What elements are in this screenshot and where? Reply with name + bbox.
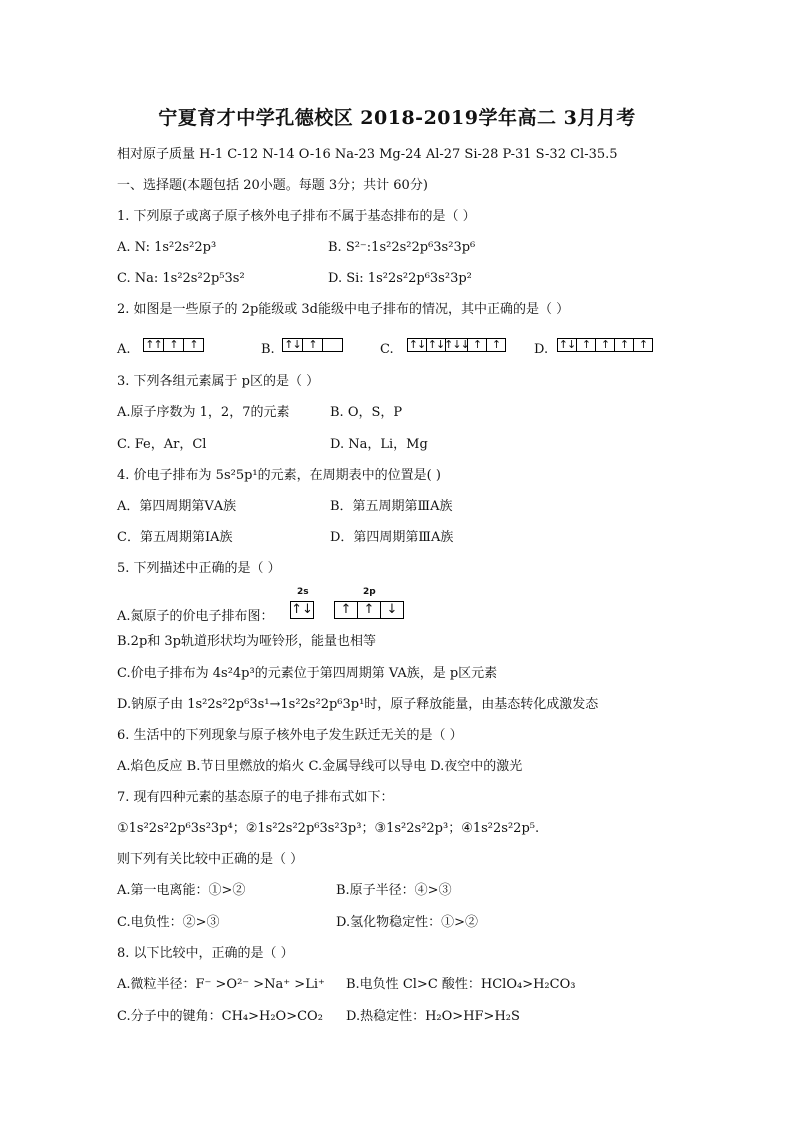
q2-option-a: A.: [117, 342, 131, 357]
q8-option-b: B.电负性 Cl>C 酸性：HClO₄>H₂CO₃: [346, 977, 576, 992]
q7-stem: 7. 现有四种元素的基态原子的电子排布式如下：: [117, 790, 394, 805]
q4-option-c: C．第五周期第ⅠA族: [117, 530, 233, 545]
q8-option-d: D.热稳定性：H₂O>HF>H₂S: [346, 1009, 520, 1024]
q6-options: A.焰色反应 B.节日里燃放的焰火 C.金属导线可以导电 D.夜空中的激光: [117, 759, 523, 774]
orbital-cell: ↑: [302, 338, 323, 352]
q4-option-b: B．第五周期第ⅢA族: [330, 499, 453, 514]
orbital-cell: ↑: [633, 338, 653, 352]
q1-option-a: A. N: 1s²2s²2p³: [117, 240, 217, 255]
q1-stem: 1. 下列原子或离子原子核外电子排布不属于基态排布的是（ ）: [117, 209, 476, 224]
q5-option-a: A.氮原子的价电子排布图：: [117, 609, 274, 624]
q8-option-a: A.微粒半径：F⁻ >O²⁻ >Na⁺ >Li⁺: [117, 977, 325, 992]
q2-option-b: B.: [261, 342, 275, 357]
q3-stem: 3. 下列各组元素属于 p区的是（ ）: [117, 374, 320, 389]
q7-option-c: C.电负性：②>③: [117, 915, 220, 930]
orbital-cell: ↓: [380, 601, 404, 619]
q5-stem: 5. 下列描述中正确的是（ ）: [117, 561, 281, 576]
atomic-mass-line: 相对原子质量 H-1 C-12 N-14 O-16 Na-23 Mg-24 Al-27 Si-28 P-31 S-32 Cl-35.5: [117, 147, 618, 162]
q7-option-d: D.氢化物稳定性：①>②: [336, 915, 478, 930]
orbital-cell: ↑: [163, 338, 184, 352]
orbital-cell: ↑↓: [291, 602, 313, 617]
q8-option-c: C.分子中的键角：CH₄>H₂O>CO₂: [117, 1009, 323, 1024]
orbital-cell: ↑: [576, 338, 596, 352]
q2-orbital-box-b: [283, 338, 343, 352]
q7-option-b: B.原子半径：④>③: [336, 883, 452, 898]
q3-option-c: C. Fe，Ar，Cl: [117, 437, 207, 452]
q1-option-c: C. Na: 1s²2s²2p⁵3s²: [117, 271, 245, 286]
q3-option-d: D. Na，Li，Mg: [330, 437, 428, 452]
q1-option-d: D. Si: 1s²2s²2p⁶3s²3p²: [328, 271, 472, 286]
orbital-cell: ↑↑: [143, 338, 164, 352]
orbital-label-2s: 2s: [297, 587, 309, 597]
q2-option-c: C.: [380, 342, 394, 357]
orbital-cell: ↑↓: [558, 338, 576, 351]
section-heading: 一、选择题(本题包括 20小题。每题 3分；共计 60分): [117, 178, 428, 193]
q4-option-a: A．第四周期第ⅤA族: [117, 499, 237, 514]
q7-ask: 则下列有关比较中正确的是（ ）: [117, 852, 304, 867]
q2-stem: 2. 如图是一些原子的 2p能级或 3d能级中电子排布的情况，其中正确的是（ ）: [117, 302, 570, 317]
q4-option-d: D．第四周期第ⅢA族: [330, 530, 454, 545]
orbital-cell: ↑↓: [408, 338, 426, 351]
orbital-cell: ↑: [467, 338, 487, 352]
orbital-cell: ↑↓: [427, 338, 445, 351]
q6-stem: 6. 生活中的下列现象与原子核外电子发生跃迁无关的是（ ）: [117, 728, 463, 743]
page-title: 宁夏育才中学孔德校区 2018-2019学年高二 3月月考: [158, 107, 636, 129]
q5-option-c: C.价电子排布为 4s²4p³的元素位于第四周期第 VA族，是 p区元素: [117, 666, 498, 681]
orbital-label-2p: 2p: [363, 587, 376, 597]
q3-option-a: A.原子序数为 1，2，7的元素: [117, 405, 290, 420]
orbital-cell: ↑: [334, 601, 358, 619]
q5-option-b: B.2p和 3p轨道形状均为哑铃形，能量也相等: [117, 634, 377, 649]
q1-option-b: B. S²⁻:1s²2s²2p⁶3s²3p⁶: [328, 240, 476, 255]
q7-option-a: A.第一电离能：①>②: [117, 883, 246, 898]
orbital-cell: ↑↓: [282, 338, 303, 352]
q5-orbital-2p: [335, 601, 404, 619]
q4-stem: 4. 价电子排布为 5s²5p¹的元素，在周期表中的位置是( ): [117, 468, 441, 483]
q5-option-d: D.钠原子由 1s²2s²2p⁶3s¹→1s²2s²2p⁶3p¹时，原子释放能量，由基态转化成激发态: [117, 697, 599, 712]
q3-option-b: B. O，S，P: [330, 405, 403, 420]
q2-orbital-box-d: [558, 338, 653, 352]
q5-orbital-2s: [291, 601, 314, 619]
orbital-cell: [322, 338, 343, 352]
q8-stem: 8. 以下比较中，正确的是（ ）: [117, 946, 294, 961]
orbital-cell: ↑: [183, 338, 204, 352]
q2-orbital-box-c: [408, 338, 506, 352]
q7-configs: ①1s²2s²2p⁶3s²3p⁴；②1s²2s²2p⁶3s²3p³；③1s²2s²2p³；④1s²2s²2p⁵.: [117, 821, 540, 836]
q2-orbital-box-a: [144, 338, 204, 352]
orbital-cell: ↑↓↓: [444, 338, 469, 351]
orbital-cell: ↑: [614, 338, 634, 352]
orbital-cell: ↑: [357, 601, 381, 619]
orbital-cell: ↑: [486, 338, 506, 352]
orbital-cell: ↑: [595, 338, 615, 352]
q2-option-d: D.: [534, 342, 549, 357]
